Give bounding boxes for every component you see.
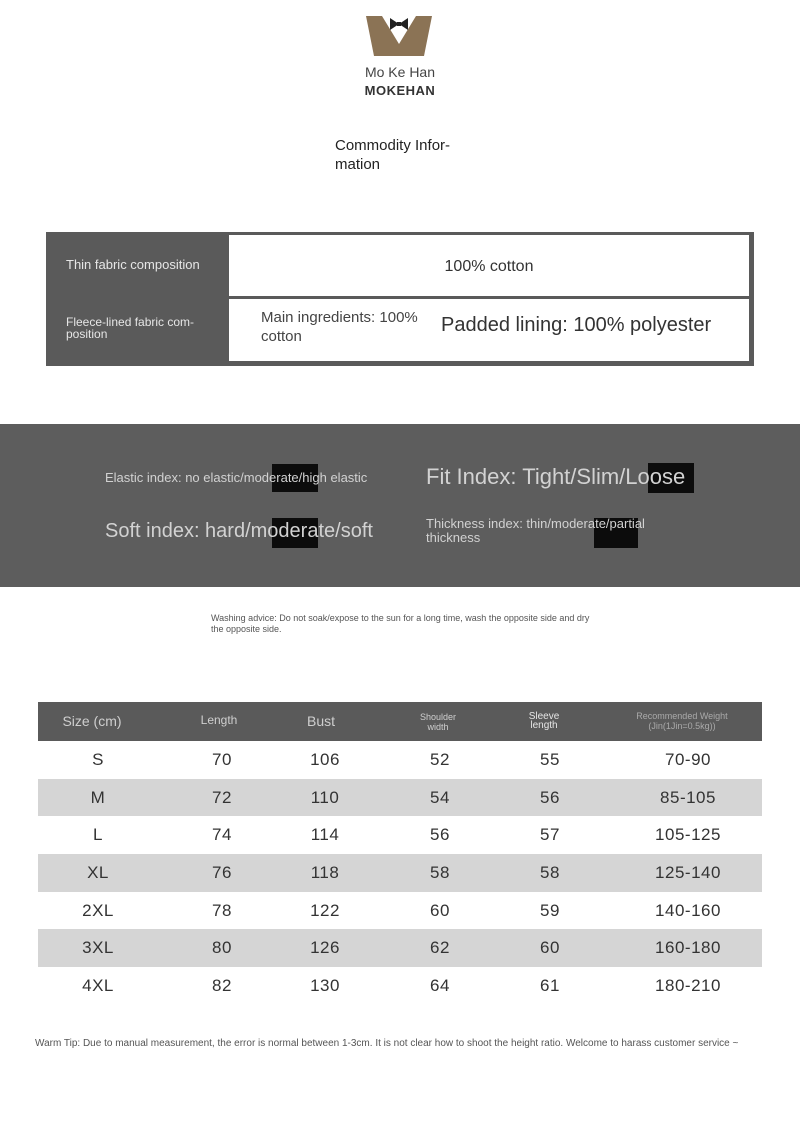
cell-sleeve: 59 [540,900,560,920]
cell-bust: 106 [310,749,340,769]
cell-size: 4XL [82,975,114,995]
cell-size: L [93,825,103,845]
fleece-fabric-label: Fleece-lined fabric com- position [66,315,195,341]
fabric-composition-table [46,232,754,366]
size-table-header [38,702,762,741]
cell-size: 2XL [82,900,114,920]
cell-length: 78 [212,900,232,920]
cell-bust: 114 [310,825,340,845]
cell-weight: 140-160 [655,900,721,920]
cell-sleeve: 58 [540,862,560,882]
table-row [38,892,762,930]
cell-sleeve: 56 [540,787,560,807]
table-row [38,967,762,1005]
header-sleeve-length: Sleeve length [528,711,560,731]
header-length: Length [200,713,238,727]
cell-sleeve: 57 [540,825,560,845]
thickness-index: Thickness index: thin/moderate/partial thickness [426,516,645,545]
cell-length: 82 [212,975,232,995]
warm-tip: Warm Tip: Due to manual measurement, the error is normal between 1-3cm. It is not clear how to shoot the height ratio. Welcome to harass customer service ~ [35,1038,739,1049]
cell-weight: 105-125 [655,825,721,845]
table-row [38,816,762,854]
fleece-fabric-value-cell [229,299,749,361]
cell-weight: 160-180 [655,938,721,958]
cell-shoulder: 54 [430,787,450,807]
cell-size: S [92,749,104,769]
cell-sleeve: 60 [540,938,560,958]
cell-weight: 70-90 [665,749,711,769]
cell-sleeve: 61 [540,975,560,995]
index-band [0,424,800,587]
cell-length: 76 [212,862,232,882]
cell-shoulder: 58 [430,862,450,882]
table-row [38,929,762,967]
cell-shoulder: 62 [430,938,450,958]
cell-bust: 122 [310,900,340,920]
cell-weight: 125-140 [655,862,721,882]
table-row [38,854,762,892]
cell-length: 80 [212,938,232,958]
cell-bust: 110 [310,787,340,807]
cell-shoulder: 52 [430,749,450,769]
header-bust: Bust [306,713,335,729]
header-recommended-weight: Recommended Weight (Jin(1Jin=0.5kg)) [636,711,728,731]
cell-length: 72 [212,787,232,807]
cell-weight: 85-105 [660,787,716,807]
cell-shoulder: 56 [430,825,450,845]
cell-bust: 126 [310,938,340,958]
fit-index: Fit Index: Tight/Slim/Loose [426,464,686,489]
table-row [38,779,762,817]
cell-size: M [90,787,106,807]
padded-lining: Padded lining: 100% polyester [441,314,712,336]
main-ingredients: Main ingredients: 100% cotton [261,309,418,345]
cell-bust: 130 [310,975,340,995]
soft-index: Soft index: hard/moderate/soft [105,520,373,542]
header-size: Size (cm) [62,713,122,729]
cell-size: XL [87,862,109,882]
cell-shoulder: 60 [430,900,450,920]
thin-fabric-value: 100% cotton [444,258,534,275]
crown-bowtie-logo-icon [364,14,434,58]
header-shoulder-width: Shoulder width [419,712,457,732]
page-title-text: Commodity Infor- mation [335,137,451,173]
thin-fabric-value-cell [229,235,749,296]
brand-name: Mo Ke Han [364,64,436,80]
table-row [38,741,762,779]
washing-advice: Washing advice: Do not soak/expose to the sun for a long time, wash the opposite side and dry the opposite side. [211,613,590,634]
cell-length: 74 [212,825,232,845]
cell-size: 3XL [82,938,114,958]
brand-wordmark: MOKEHAN [364,83,436,98]
cell-length: 70 [212,749,232,769]
cell-shoulder: 64 [430,975,450,995]
cell-sleeve: 55 [540,749,560,769]
thin-fabric-label: Thin fabric composition [66,257,200,272]
size-table [38,702,762,1005]
cell-bust: 118 [310,862,340,882]
elastic-index: Elastic index: no elastic/moderate/high elastic [105,470,368,485]
cell-weight: 180-210 [655,975,721,995]
page-title [335,136,475,174]
